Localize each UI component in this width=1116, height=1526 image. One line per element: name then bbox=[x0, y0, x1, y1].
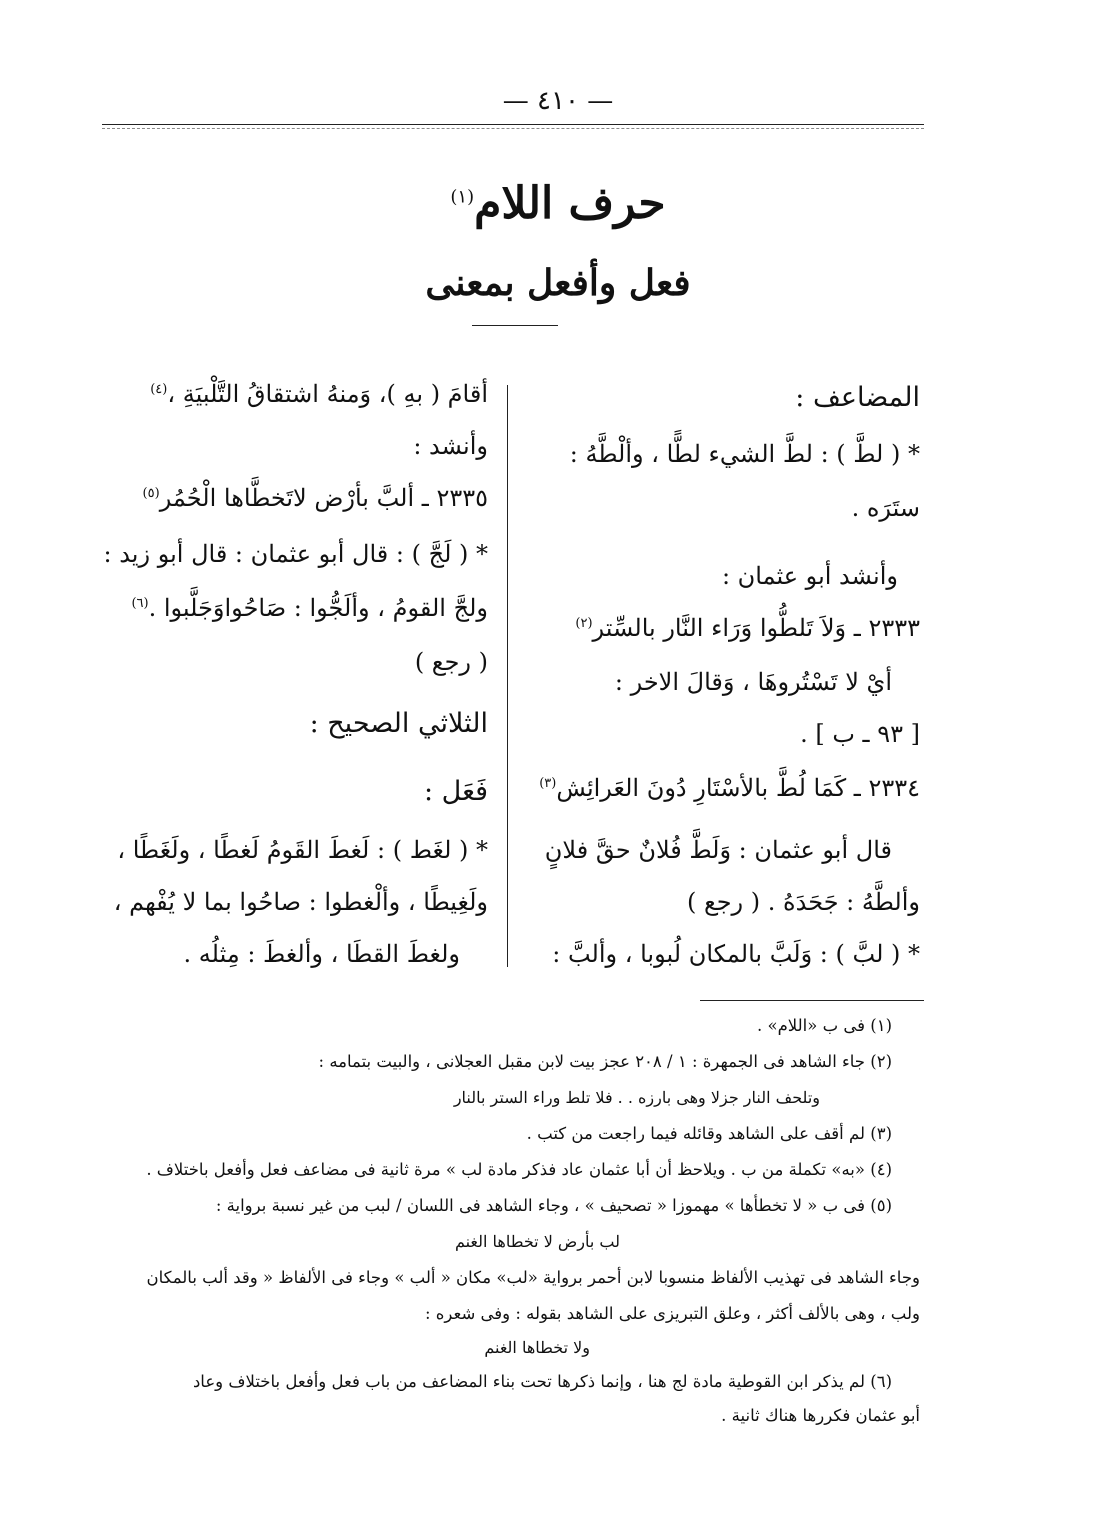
page-number: — ٤١٠ — bbox=[502, 86, 614, 116]
left-line-7: الثلاثي الصحيح : bbox=[309, 708, 488, 739]
right-line-9: قال أبو عثمان : وَلَطَّ فُلانٌ حقَّ فلانٍ bbox=[544, 836, 892, 864]
chapter-title-text: حرف اللام bbox=[474, 178, 666, 229]
footnote-6: (٦) لم يذكر ابن القوطية مادة لج هنا ، وإنما ذكرها تحت بناء المضاعف من باب فعل وأفعل باختلاف وعاد bbox=[192, 1372, 892, 1391]
footnote-5-verse: لب بأرض لا تخطاها الغنم bbox=[454, 1232, 620, 1251]
left-line-5 bbox=[131, 594, 488, 623]
footnote-ref-4: (٤) bbox=[150, 382, 168, 397]
right-line-7: [ ٩٣ ـ ب ] . bbox=[800, 720, 920, 748]
footnote-ref-3: (٣) bbox=[539, 776, 557, 791]
footnote-2: (٢) جاء الشاهد فى الجمهرة : ١ / ٢٠٨ عجز بيت لابن مقبل العجلانى ، والبيت بتمامه : bbox=[318, 1052, 892, 1071]
footnote-ref-6: (٦) bbox=[131, 596, 149, 611]
left-line-2: وأنشد : bbox=[413, 432, 488, 460]
left-line-10: ولَغِيطًا ، وألْغطوا : صاحُوا بما لا يُفْهم ، bbox=[113, 888, 488, 916]
chapter-title-note: (١) bbox=[450, 186, 475, 208]
header-rule-dashed bbox=[102, 128, 924, 129]
left-line-5-text: ولجَّ القومُ ، وألَجُّوا : صَاحُواوَجَلَّبوا . bbox=[148, 594, 488, 622]
left-line-1-text: أقامَ ( بهِ )، وَمنهُ اشتقاقُ التَّلْبيَةِ ، bbox=[167, 380, 488, 408]
left-line-4: * ( لَجَّ ) : قال أبو عثمان : قال أبو زيد : bbox=[103, 540, 488, 568]
right-line-2: * ( لطَّ ) : لطَّ الشيء لطًّا ، وألْطَّهُ : bbox=[569, 440, 920, 468]
right-line-11: * ( لبَّ ) : وَلَبَّ بالمكان لُبوبا ، وألبَّ : bbox=[552, 940, 920, 968]
footnote-4: (٤) «به» تكملة من ب . ويلاحظ أن أبا عثمان عاد فذكر مادة لب » مرة ثانية فى مضاعف فعل وأفعل باختلاف . bbox=[146, 1160, 892, 1179]
footnote-6-cont: أبو عثمان فكررها هناك ثانية . bbox=[721, 1406, 920, 1425]
footnote-ref-5: (٥) bbox=[142, 486, 160, 501]
right-line-8 bbox=[539, 774, 920, 803]
footnote-3: (٣) لم أقف على الشاهد وقائله فيما راجعت من كتب . bbox=[526, 1124, 892, 1143]
left-line-3 bbox=[143, 484, 488, 513]
right-line-5 bbox=[575, 614, 920, 643]
column-divider bbox=[507, 385, 508, 967]
left-line-8: فَعَل : bbox=[423, 776, 488, 807]
header-rule bbox=[102, 124, 924, 125]
right-line-4: وأنشد أبو عثمان : bbox=[721, 562, 898, 590]
footnote-1: (١) فى ب «اللام» . bbox=[756, 1016, 892, 1035]
footnote-5-cont-1: وجاء الشاهد فى تهذيب الألفاظ منسوبا لابن أحمر برواية «لب» مكان « ألب » وجاء فى الألفاظ « وقد ألب بالمكان bbox=[146, 1268, 920, 1287]
verse-2335: ٢٣٣٥ ـ ألبَّ بأرْض لاتَخطَّاها الْحُمُر bbox=[159, 484, 488, 512]
footnote-rule bbox=[700, 1000, 924, 1001]
left-line-11: ولغطَ القطَا ، وألغطَ : مِثلُه . bbox=[183, 940, 460, 968]
right-line-3: ستَرَه . bbox=[851, 494, 920, 522]
section-subtitle: فعل وأفعل بمعنى bbox=[425, 262, 691, 304]
footnote-ref-2: (٢) bbox=[575, 616, 593, 631]
right-line-6: أيْ لا تَسْتُروهَا ، وَقالَ الاخر : bbox=[614, 668, 892, 696]
footnote-5-verse-2: ولا تخطاها الغنم bbox=[484, 1338, 590, 1357]
left-line-9: * ( لغَط ) : لَغطَ القَومُ لَغطًا ، ولَغَطًا ، bbox=[117, 836, 488, 864]
footnote-5-cont-2: ولب ، وهى بالألف أكثر ، وعلق التبريزى على الشاهد بقوله : وفى شعره : bbox=[424, 1304, 920, 1323]
footnote-5: (٥) فى ب « لا تخطأها » مهموزا « تصحيف » ، وجاء الشاهد فى اللسان / لبب من غير نسبة برواية : bbox=[215, 1196, 892, 1215]
right-line-10: وألطَّهُ : جَحَدَهُ . ( رجع ) bbox=[686, 888, 920, 916]
left-line-6: ( رجع ) bbox=[414, 648, 488, 676]
left-line-1 bbox=[150, 380, 488, 409]
chapter-title bbox=[0, 178, 1116, 229]
verse-2334: ٢٣٣٤ ـ كَمَا لُطَّ بالأسْتَارِ دُونَ العَرائِش bbox=[556, 774, 920, 802]
footnote-2-verse: وتلحف النار جزلا وهى بارزه . . فلا تلط وراء الستر بالنار bbox=[453, 1088, 820, 1107]
title-rule bbox=[472, 325, 558, 326]
right-line-1: المضاعف : bbox=[795, 382, 920, 413]
verse-2333: ٢٣٣٣ ـ وَلاَ تَلطُّوا وَرَاء النَّار بالسِّتر bbox=[592, 614, 920, 642]
